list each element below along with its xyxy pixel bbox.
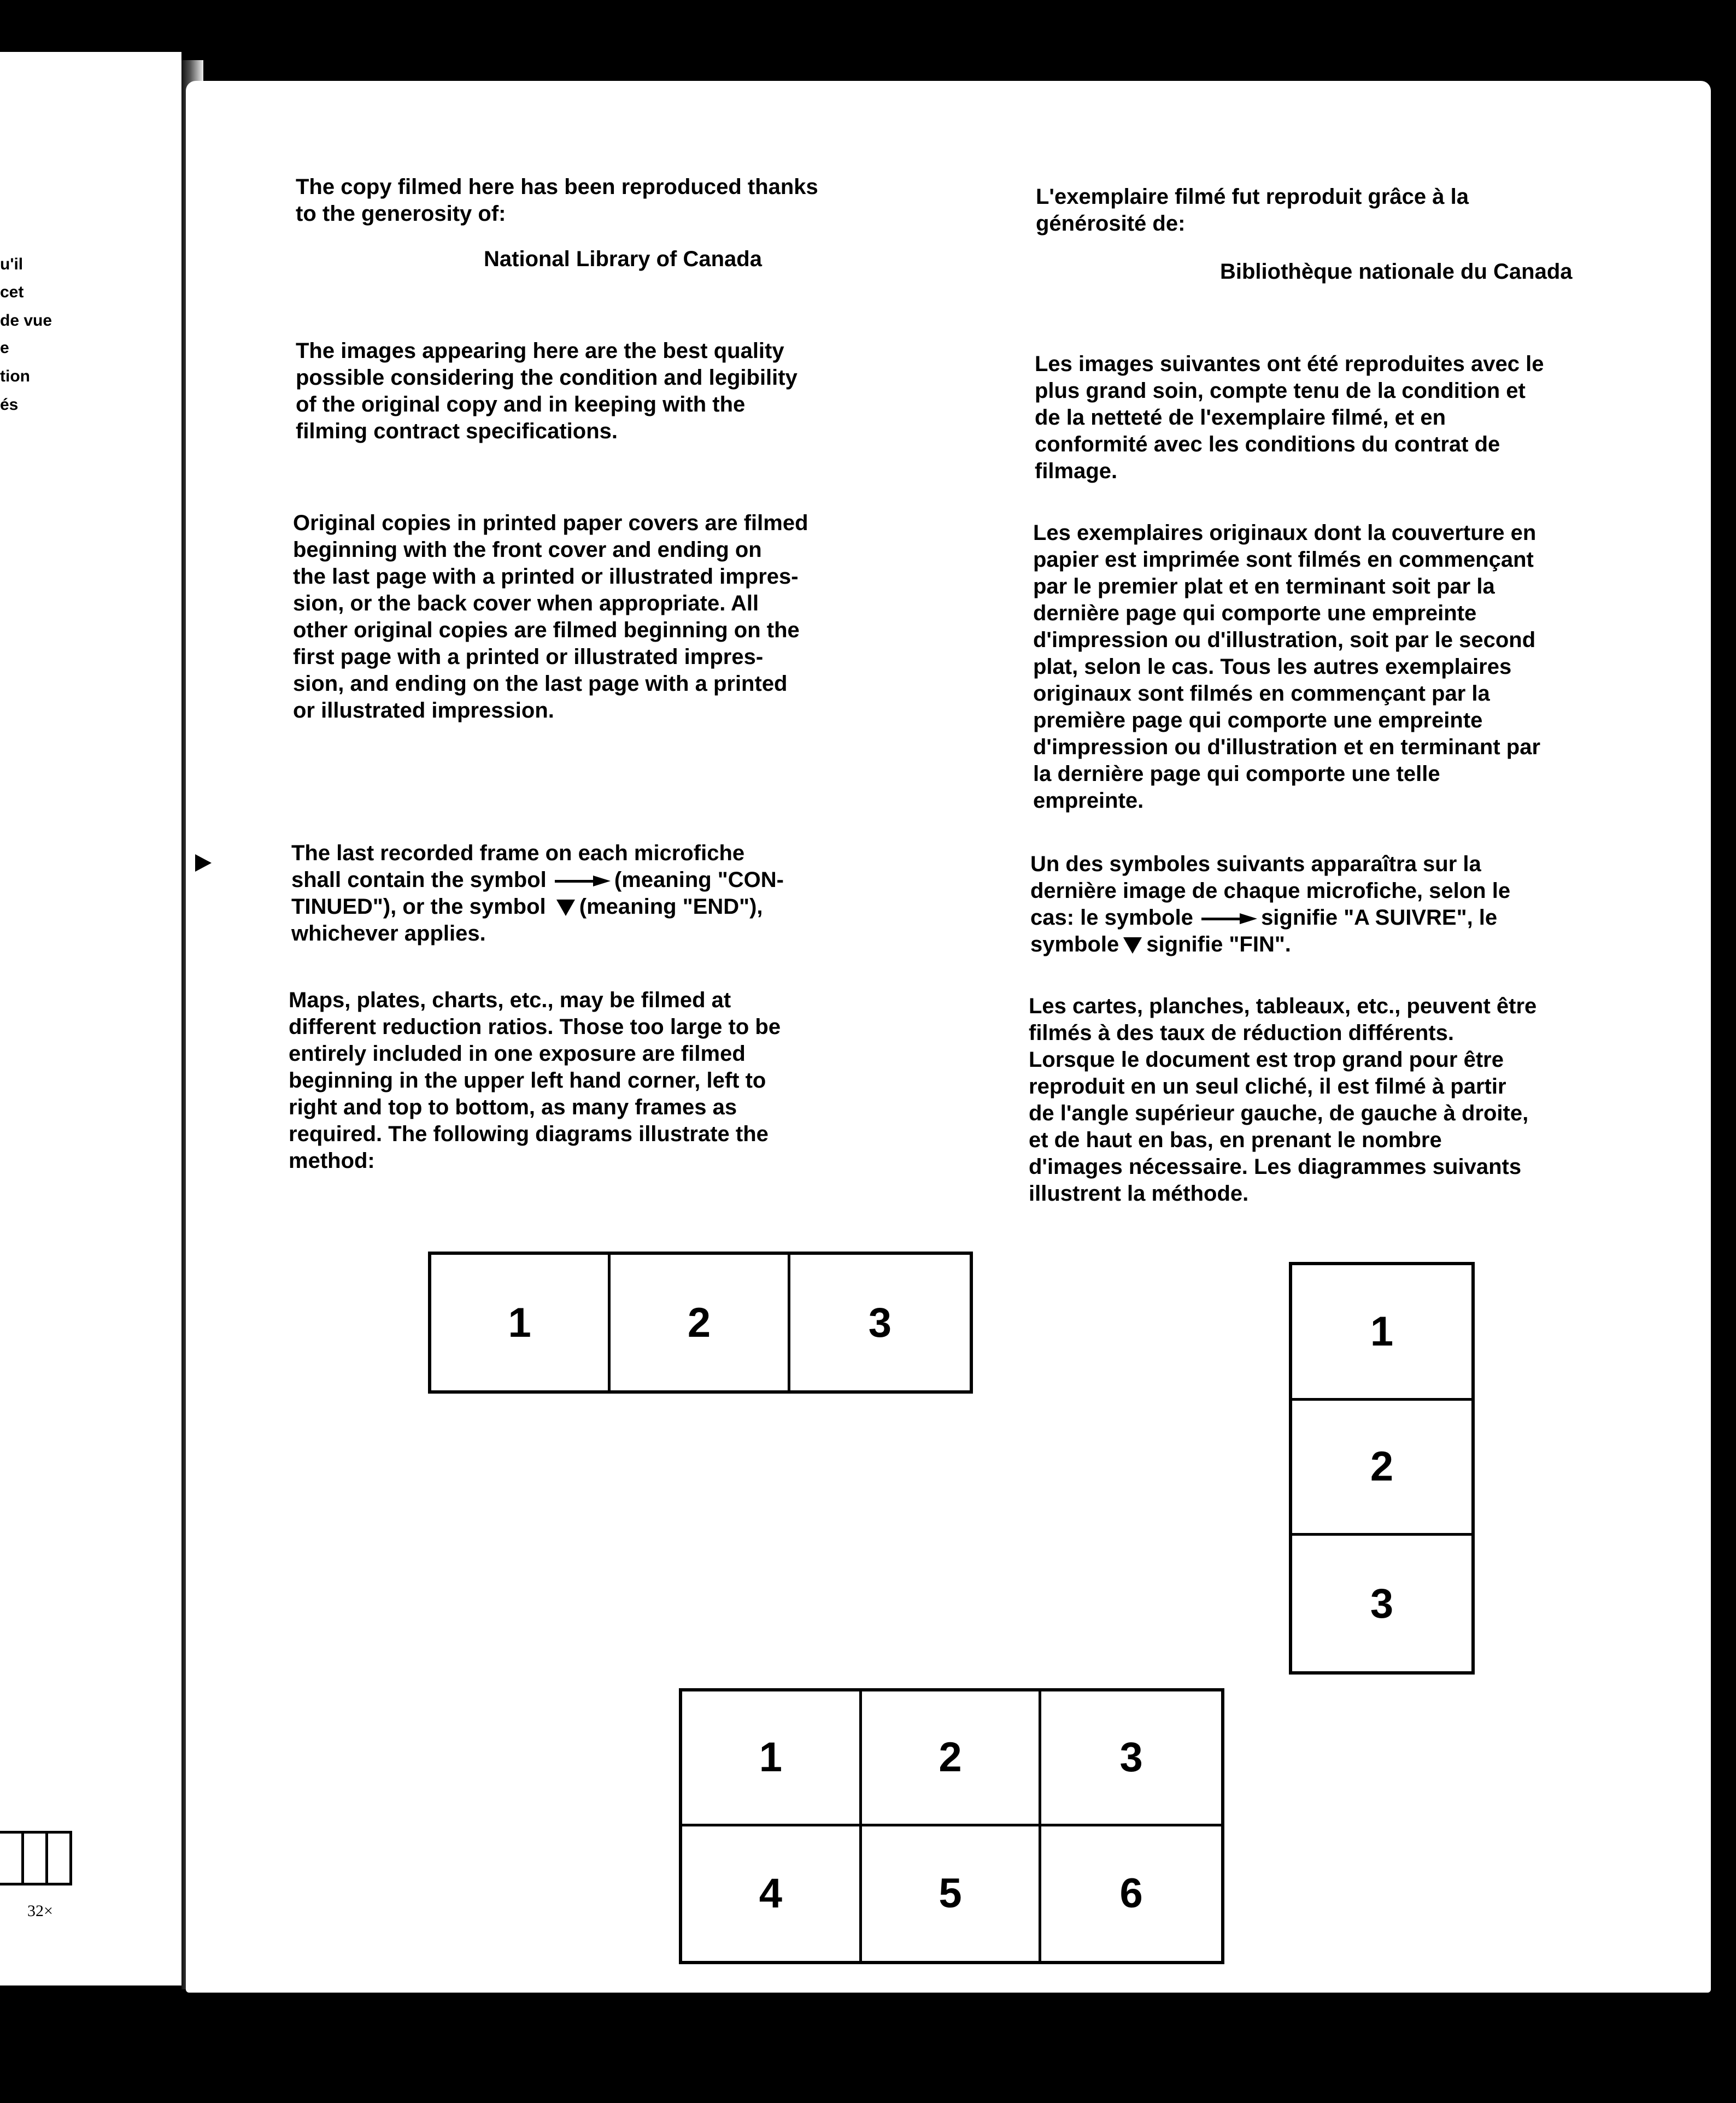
grid-frames-diagram — [679, 1688, 1224, 1964]
frame-cell: 1 — [1292, 1265, 1471, 1401]
french-thanks: L'exemplaire filmé fut reproduit grâce à la générosité de: — [1036, 185, 1469, 236]
english-thanks: The copy filmed here has been reproduced thanks to the generosity of: — [296, 175, 818, 226]
left-frame-strip — [0, 1831, 72, 1885]
end-triangle-icon — [556, 900, 575, 916]
continued-arrow-icon — [555, 876, 612, 886]
frame-cell: 1 — [431, 1255, 611, 1390]
frame-cell: 5 — [862, 1826, 1042, 1961]
frame-cell: 3 — [868, 1299, 892, 1346]
english-quality-paragraph: The images appearing here are the best quality possible considering the condition and legibility of the original copy and in keeping with the filming contract specifications. — [296, 339, 797, 443]
frame-cell: 3 — [1041, 1691, 1221, 1826]
english-covers-paragraph: Original copies in printed paper covers are filmed beginning with the front cover and ending on the last page with a printed or illustrated impres- sion, or the back cover when appropriate. All other original copies are filmed beginning on the first page with a printed or illustrated impres- sion, and ending on the last page with a printed or illustrated impression. — [293, 511, 808, 722]
left-page-fragment — [0, 52, 181, 1985]
frame-cell: 2 — [611, 1255, 790, 1390]
french-quality-paragraph: Les images suivantes ont été reproduites avec le plus grand soin, compte tenu de la condition et de la netteté de l'exemplaire filmé, et en conformité avec les conditions du contrat de filmage. — [1035, 352, 1544, 483]
frame-cell: 2 — [1292, 1401, 1471, 1536]
english-library-name: National Library of Canada — [484, 247, 762, 271]
french-library-name: Bibliothèque nationale du Canada — [1220, 260, 1573, 284]
left-text-fragment: cet — [0, 283, 24, 301]
left-text-fragment: és — [0, 396, 19, 414]
french-maps-paragraph: Les cartes, planches, tableaux, etc., peuvent être filmés à des taux de réduction différents. Lorsque le document est trop grand pour être reproduit en un seul cliché, il est filmé à partir de l'angle supérieur gauche, de gauche à droite, et de haut en bas, en prenant le nombre d'images nécessaire. Les diagrammes suivants illustrent la méthode. — [1029, 994, 1537, 1206]
frame-cell: 2 — [862, 1691, 1042, 1826]
margin-arrow-mark — [195, 854, 212, 872]
frame-cell: 1 — [682, 1691, 862, 1826]
frame-cell: 4 — [682, 1826, 862, 1961]
frame-cell: 6 — [1119, 1870, 1143, 1917]
horizontal-frames-diagram — [428, 1252, 973, 1394]
continued-arrow-icon — [1201, 913, 1259, 924]
english-maps-paragraph: Maps, plates, charts, etc., may be filmed at different reduction ratios. Those too large to be entirely included in one exposure are filmed beginning in the upper left hand corner, left to right and top to bottom, as many frames as required. The following diagrams illustrate the method: — [289, 988, 781, 1173]
left-text-fragment: e — [0, 339, 9, 357]
reduction-ratio-label: 32× — [27, 1902, 53, 1920]
english-symbols-paragraph: The last recorded frame on each microfiche shall contain the symbol (meaning "CON- TINUED"), or the symbol (meaning "END"), whichever applies. — [291, 841, 784, 945]
end-triangle-icon — [1123, 937, 1142, 954]
left-text-fragment: de vue — [0, 312, 52, 330]
left-text-fragment: u'il — [0, 255, 24, 273]
french-covers-paragraph: Les exemplaires originaux dont la couverture en papier est imprimée sont filmés en commençant par le premier plat et en terminant soit par la dernière page qui comporte une empreinte d'impression ou d'illustration, soit par le second plat, selon le cas. Tous les autres exemplaires originaux sont filmés en commençant par la première page qui comporte une empreinte d'impression ou d'illustration et en terminant par la dernière page qui comporte une telle empreinte. — [1033, 521, 1541, 813]
french-symbols-paragraph: Un des symboles suivants apparaîtra sur la dernière image de chaque microfiche, selon le cas: le symbole signifie "A SUIVRE", le symbole signifie "FIN". — [1030, 852, 1511, 956]
vertical-frames-diagram — [1289, 1262, 1475, 1675]
frame-cell: 3 — [1370, 1580, 1394, 1627]
left-text-fragment: tion — [0, 367, 30, 385]
